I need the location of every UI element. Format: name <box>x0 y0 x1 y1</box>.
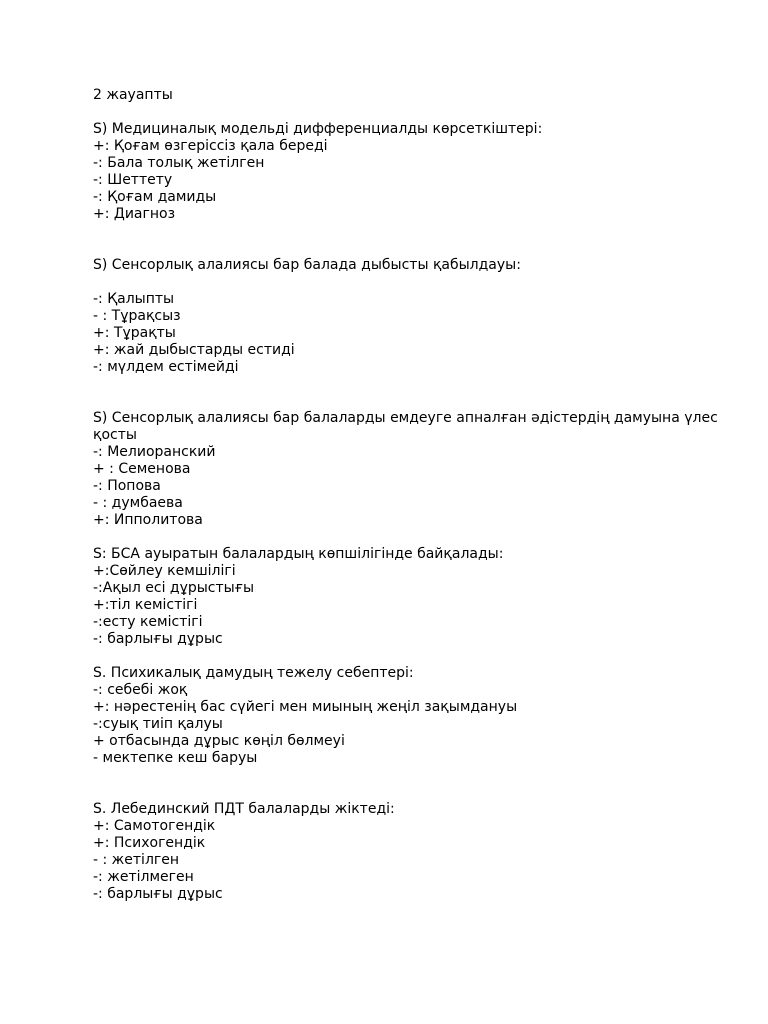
answer-option: +: жай дыбыстарды естиді <box>93 342 295 358</box>
document-heading: 2 жауапты <box>93 87 173 103</box>
answer-option: -: Бала толық жетілген <box>93 155 265 171</box>
question-block-5 <box>93 665 733 767</box>
answer-option: -: Попова <box>93 478 161 494</box>
answer-option: +:тіл кемістігі <box>93 597 198 613</box>
answer-option: +: Психогендік <box>93 835 206 851</box>
answer-option: -: себебі жоқ <box>93 682 188 698</box>
answer-option: +: Ипполитова <box>93 512 203 528</box>
question-text: S) Медициналық модельді дифференциалды көрсеткіштері: <box>93 121 543 137</box>
question-text: S) Сенсорлық алалиясы бар балаларды емдеуге апналған әдістердің дамуына үлес қосты <box>93 410 718 443</box>
answer-option: -:есту кемістігі <box>93 614 203 630</box>
answer-option: +: Тұрақты <box>93 325 176 341</box>
answer-option: -: жетілмеген <box>93 869 194 885</box>
question-text: S: БСА ауыратын балалардың көпшілігінде байқалады: <box>93 546 504 562</box>
question-text: S. Психикалық дамудың тежелу себептері: <box>93 665 414 681</box>
question-block-4 <box>93 546 733 648</box>
answer-option: +:Сөйлеу кемшілігі <box>93 563 236 579</box>
answer-option: - : думбаева <box>93 495 183 511</box>
question-text: S. Лебединский ПДТ балаларды жіктеді: <box>93 801 395 817</box>
question-text: S) Сенсорлық алалиясы бар балада дыбысты қабылдауы: <box>93 257 521 273</box>
question-block-6 <box>93 801 733 903</box>
answer-option: - : Тұрақсыз <box>93 308 181 324</box>
document-page <box>93 87 733 903</box>
answer-option: -: Мелиоранский <box>93 444 216 460</box>
answer-option: -: мүлдем естімейді <box>93 359 239 375</box>
answer-option: -:Ақыл есі дұрыстығы <box>93 580 255 596</box>
answer-option: - мектепке кеш баруы <box>93 750 258 766</box>
answer-option: -: Шеттету <box>93 172 173 188</box>
answer-option: -:суық тиіп қалуы <box>93 716 223 732</box>
question-block-3 <box>93 410 733 529</box>
answer-option: -: Қалыпты <box>93 291 175 307</box>
question-block-2 <box>93 257 733 376</box>
answer-option: -: барлығы дұрыс <box>93 631 223 647</box>
answer-option: + : Семенова <box>93 461 191 477</box>
answer-option: -: Қоғам дамиды <box>93 189 217 205</box>
answer-option: +: Самотогендік <box>93 818 216 834</box>
question-block-1 <box>93 121 733 223</box>
answer-option: +: Қоғам өзгеріссіз қала береді <box>93 138 328 154</box>
answer-option: +: нәрестенің бас сүйегі мен миының жеңіл зақымдануы <box>93 699 518 715</box>
answer-option: +: Диагноз <box>93 206 176 222</box>
answer-option: -: барлығы дұрыс <box>93 886 223 902</box>
answer-option: - : жетілген <box>93 852 180 868</box>
answer-option: + отбасында дұрыс көңіл бөлмеуі <box>93 733 345 749</box>
